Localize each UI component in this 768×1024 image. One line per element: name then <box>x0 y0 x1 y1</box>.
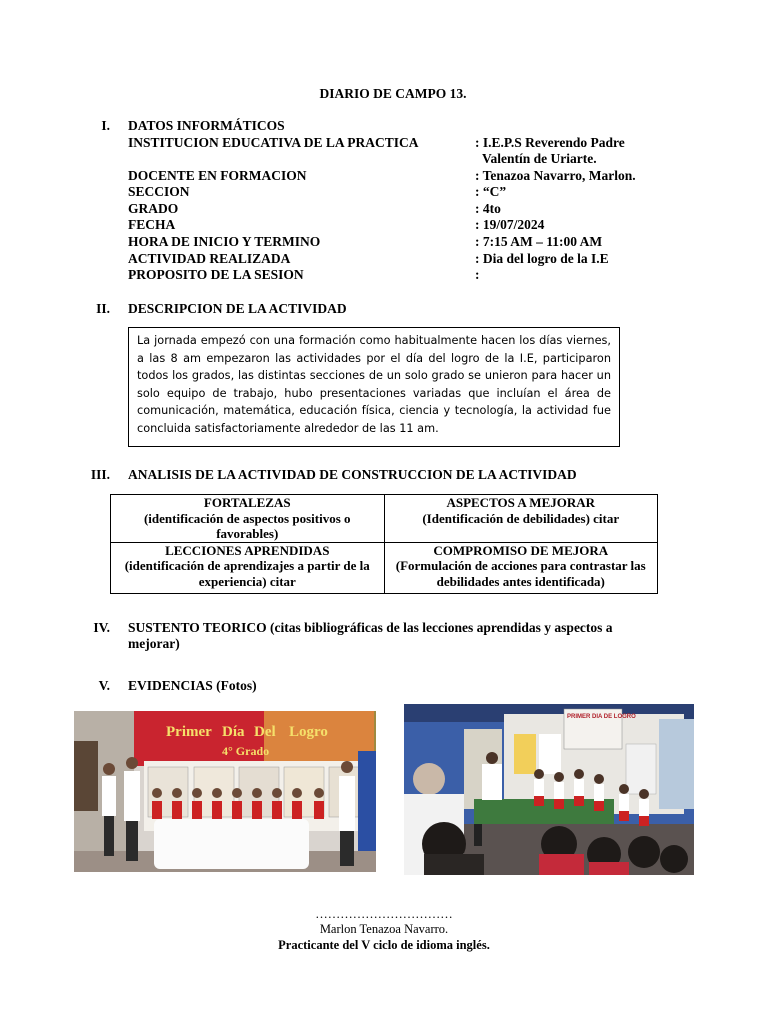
datos-value-institucion-line2: Valentín de Uriarte. <box>482 151 597 166</box>
banner-word-1: Primer <box>166 724 212 740</box>
board-heading: PRIMER DIA DE LOGRO <box>567 714 636 720</box>
table-row <box>111 542 658 593</box>
cell-compromiso <box>384 542 658 593</box>
datos-label-grado: GRADO <box>128 201 179 216</box>
section-heading-3: ANALISIS DE LA ACTIVIDAD DE CONSTRUCCION DE LA ACTIVIDAD <box>128 467 577 482</box>
cell-lecciones <box>111 542 385 593</box>
signature-line: …………………………… <box>315 907 453 921</box>
datos-label-fecha: FECHA <box>128 217 176 232</box>
cell-fortalezas-sub: (identificación de aspectos positivos o favorables) <box>143 510 351 541</box>
datos-value-proposito: : <box>475 267 480 282</box>
analysis-table <box>110 494 658 594</box>
signature-name: Marlon Tenazoa Navarro. <box>319 922 449 936</box>
evidence-photo-right <box>404 704 694 875</box>
cell-aspectos-head: ASPECTOS A MEJORAR <box>446 495 596 510</box>
signature-role: Practicante del V ciclo de idioma inglés. <box>278 938 490 952</box>
datos-label-hora: HORA DE INICIO Y TERMINO <box>128 234 321 249</box>
section-heading-4-line2: mejorar) <box>128 636 180 651</box>
datos-label-docente: DOCENTE EN FORMACION <box>128 168 307 183</box>
cell-aspectos <box>384 495 658 543</box>
datos-label-seccion: SECCION <box>128 184 190 199</box>
cell-lecciones-head: LECCIONES APRENDIDAS <box>165 542 330 558</box>
section-heading-2: DESCRIPCION DE LA ACTIVIDAD <box>128 301 347 316</box>
cell-compromiso-head: COMPROMISO DE MEJORA <box>433 542 609 558</box>
banner-word-5: 4° Grado <box>222 744 270 758</box>
datos-value-actividad: : Dia del logro de la I.E <box>475 251 609 266</box>
table-row <box>111 495 658 543</box>
cell-lecciones-sub: (identificación de aprendizajes a partir de la experiencia) citar <box>124 558 370 589</box>
description-box: La jornada empezó con una formación como habitualmente hacen los días viernes, a las 8 am empezaron las actividades por el día del logro de la I.E, participaron todos los grados, las distintas secciones de un solo grado se unieron para hacer un solo equipo de trabajo, hubo presentaciones variadas que incluían el área de comunicación, matemática, educación física, ciencia y tecnología, la actividad fue concluida satisfactoriamente alrededor de las 11 am. <box>128 327 620 447</box>
section-number-2: II. <box>96 301 110 316</box>
datos-value-institucion: : I.E.P.S Reverendo Padre <box>475 135 625 150</box>
section-number-5: V. <box>98 678 110 693</box>
banner-word-4: Logro <box>289 724 328 740</box>
datos-value-docente: : Tenazoa Navarro, Marlon. <box>475 168 636 183</box>
section-heading-4: SUSTENTO TEORICO (citas bibliográficas de las lecciones aprendidas y aspectos a <box>128 620 613 635</box>
section-heading-1: DATOS INFORMÁTICOS <box>128 118 285 133</box>
cell-fortalezas-head: FORTALEZAS <box>203 495 291 510</box>
section-heading-5: EVIDENCIAS (Fotos) <box>128 678 257 693</box>
cell-compromiso-sub: (Formulación de acciones para contrastar las debilidades antes identificada) <box>395 558 646 589</box>
document-title: DIARIO DE CAMPO 13. <box>319 86 467 101</box>
banner-word-2: Día <box>222 724 245 740</box>
datos-value-grado: : 4to <box>475 201 501 216</box>
section-number-4: IV. <box>93 620 110 635</box>
banner-word-3: Del <box>254 724 276 740</box>
datos-label-institucion: INSTITUCION EDUCATIVA DE LA PRACTICA <box>128 135 419 150</box>
datos-label-actividad: ACTIVIDAD REALIZADA <box>128 251 291 266</box>
datos-label-proposito: PROPOSITO DE LA SESION <box>128 267 304 282</box>
datos-value-seccion: : “C” <box>475 184 507 199</box>
classroom-group-photo <box>74 711 376 872</box>
datos-value-hora: : 7:15 AM – 11:00 AM <box>475 234 603 249</box>
section-number-3: III. <box>90 467 110 482</box>
evidence-photo-left <box>74 711 376 872</box>
cell-aspectos-sub: (Identificación de debilidades) citar <box>422 510 620 526</box>
datos-value-fecha: : 19/07/2024 <box>475 217 545 232</box>
classroom-presentation-photo <box>404 704 694 875</box>
cell-fortalezas <box>111 495 385 543</box>
section-number-1: I. <box>101 118 110 133</box>
